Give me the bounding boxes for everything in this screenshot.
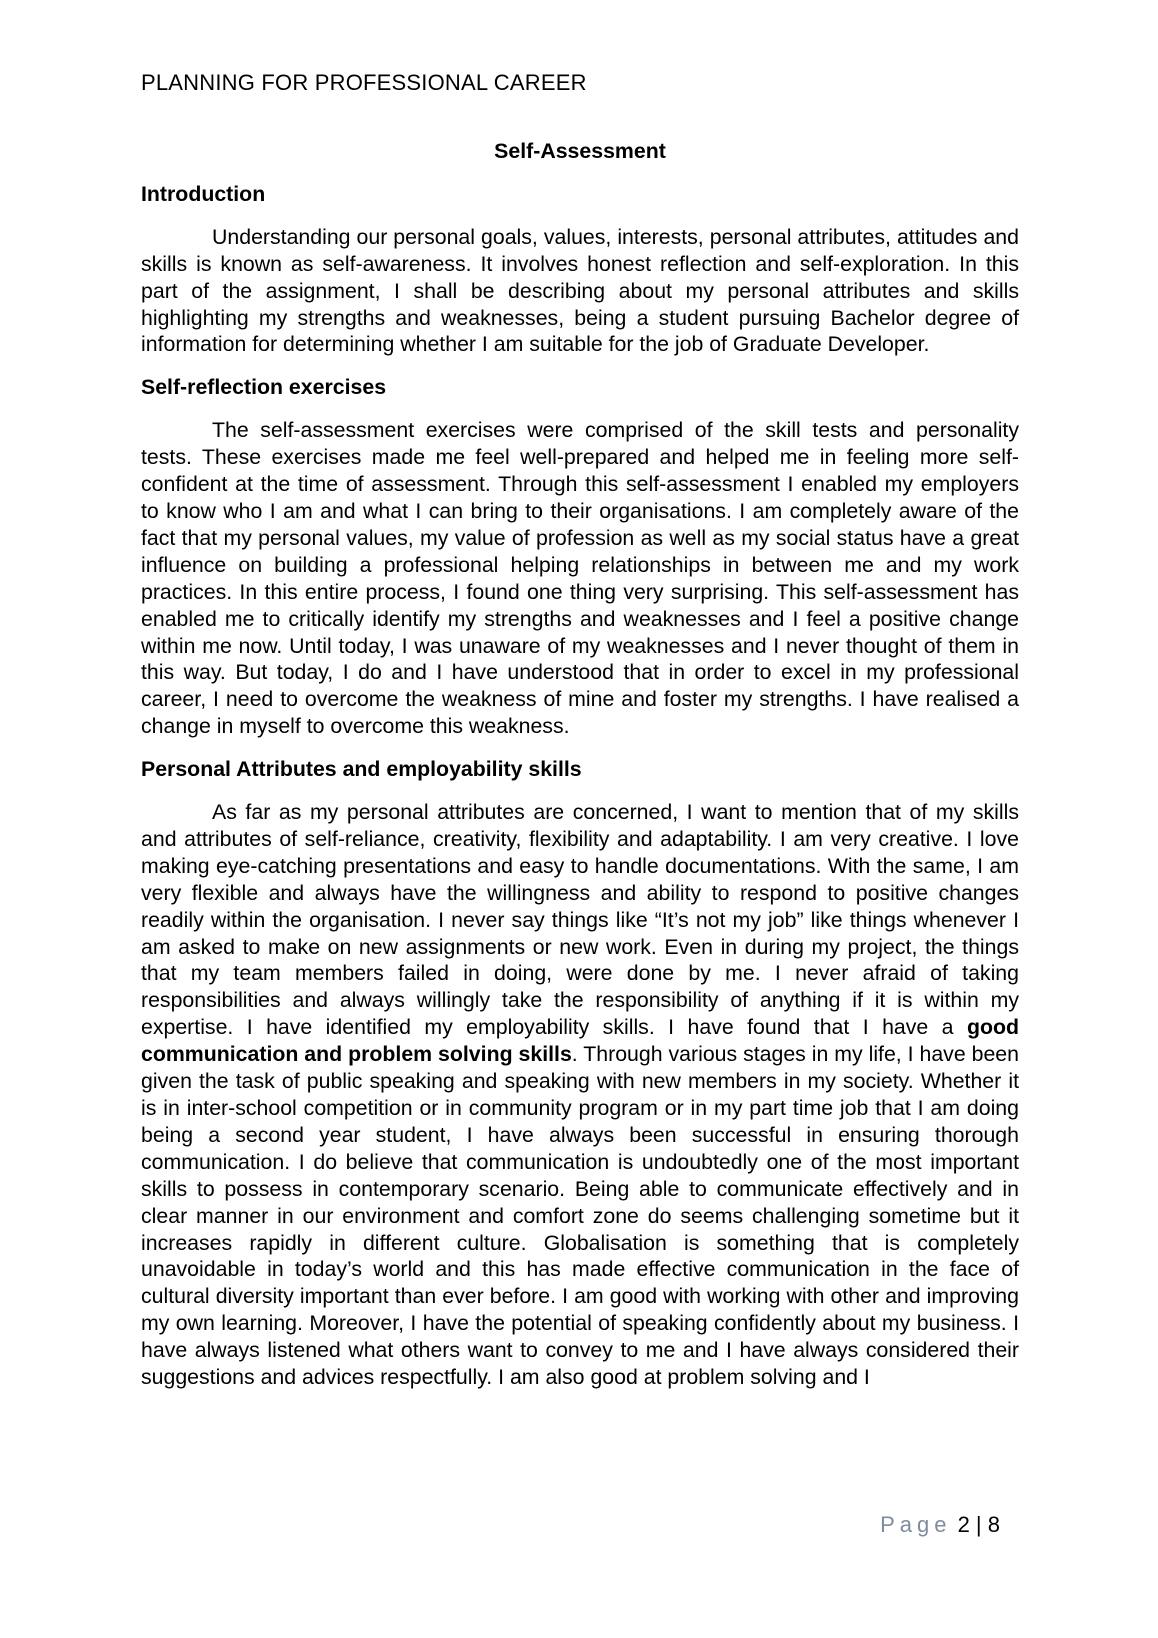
paragraph-text-after-bold: . Through various stages in my life, I have been given the task of public speaking and speaking with new members in my society. Whether it is in inter-school competition or in community program or in my part time job that I am doing being a second year student, I have always been successful in ensuring thorough communication. I do believe that communication is undoubtedly one of the most important skills to possess in contemporary scenario. Being able to communicate effectively and in clear manner in our environment and comfort zone do seems challenging sometime but it increases rapidly in different culture. Globalisation is something that is completely unavoidable in today’s world and this has made effective communication in the face of cultural diversity important than ever before. I am good with working with other and improving my own learning. Moreover, I have the potential of speaking confidently about my business. I have always listened what others want to convey to me and I have always considered their suggestions and advices respectfully. I am also good at problem solving and I <box>141 1042 1019 1390</box>
page-label: Page <box>880 1512 952 1537</box>
running-header: PLANNING FOR PROFESSIONAL CAREER <box>141 70 587 95</box>
section-heading-introduction: Introduction <box>141 181 266 206</box>
document-body <box>141 138 1019 1407</box>
paragraph-personal-attributes <box>141 799 1019 1391</box>
page-footer <box>880 1512 1000 1538</box>
paragraph-self-reflection: The self-assessment exercises were comprised of the skill tests and personality tests. These exercises made me feel well-prepared and helped me in feeling more self-confident at the time of assessment. Through this self-assessment I enabled my employers to know who I am and what I can bring to their organisations. I am completely aware of the fact that my personal values, my value of profession as well as my social status have a great influence on building a professional helping relationships in between me and my work practices. In this entire process, I found one thing very surprising. This self-assessment has enabled me to critically identify my strengths and weaknesses and I feel a positive change within me now. Until today, I was unaware of my weaknesses and I never thought of them in this way. But today, I do and I have understood that in order to excel in my professional career, I need to overcome the weakness of mine and foster my strengths. I have realised a change in myself to overcome this weakness. <box>141 418 1019 739</box>
section-heading-personal-attributes: Personal Attributes and employability skills <box>141 757 582 782</box>
section-heading-self-reflection: Self-reflection exercises <box>141 375 387 400</box>
paragraph-introduction: Understanding our personal goals, values, interests, personal attributes, attitudes and skills is known as self-awareness. It involves honest reflection and self-exploration. In this part of the assignment, I shall be describing about my personal attributes and skills highlighting my strengths and weaknesses, being a student pursuing Bachelor degree of information for determining whether I am suitable for the job of Graduate Developer. <box>141 224 1019 357</box>
paragraph-bold-skills: good communication and problem solving skills <box>141 1015 1019 1067</box>
document-title: Self-Assessment <box>494 139 666 163</box>
paragraph-text-before-bold: As far as my personal attributes are concerned, I want to mention that of my skills and attributes of self-reliance, creativity, flexibility and adaptability. I am very creative. I love making eye-catching presentations and easy to handle documentations. With the same, I am very flexible and always have the willingness and ability to respond to positive changes readily within the organisation. I never say things like “It’s not my job” like things whenever I am asked to make on new assignments or new work. Even in during my project, the things that my team members failed in doing, were done by me. I never afraid of taking responsibilities and always willingly take the responsibility of anything if it is within my expertise. I have identified my employability skills. I have found that I have a <box>141 800 1019 1040</box>
page-number: 2 | 8 <box>957 1512 1000 1537</box>
